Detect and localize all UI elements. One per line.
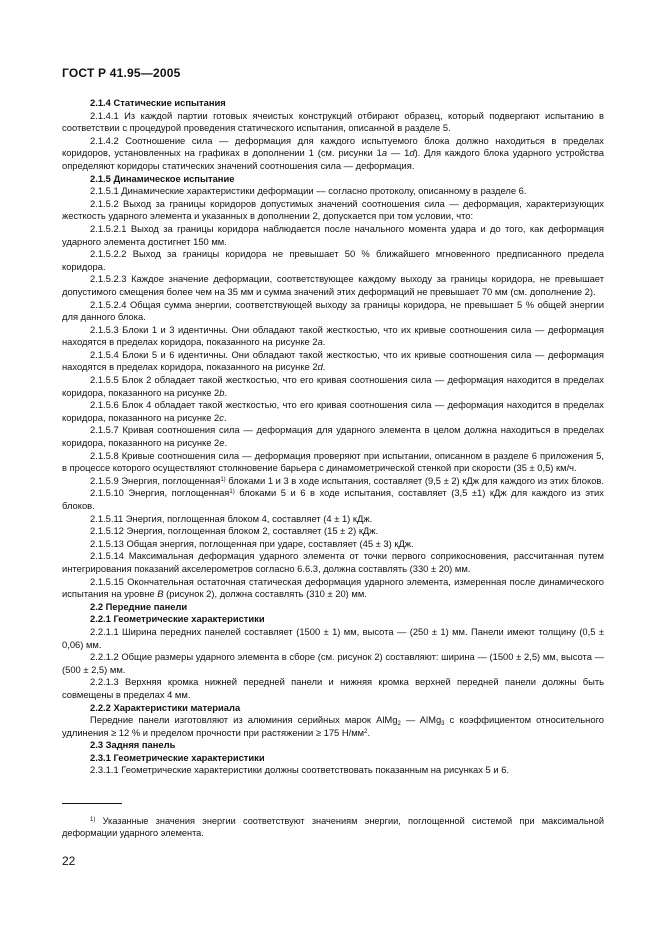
paragraph: 2.1.5.2.4 Общая сумма энергии, соответствующей выходу за границы коридора, не превышает 5 % общей энергии для данного блока.	[62, 298, 604, 323]
page-number: 22	[62, 854, 76, 868]
paragraph: 2.1.5.6 Блок 4 обладает такой жесткостью, что его кривая соотношения сила — деформация находится в пределах коридора, показанного на рисунке 2c.	[62, 399, 604, 423]
paragraph: 2.2.1.1 Ширина передних панелей составляет (1500 ± 1) мм, высота — (250 ± 1) мм. Панели имеют толщину (0,5 ± 0,06) мм.	[62, 625, 604, 650]
section-heading: 2.1.4 Статические испытания	[90, 97, 226, 108]
paragraph: 2.1.4.2 Соотношение сила — деформация для каждого испытуемого блока должно находиться в пределах коридоров, установленных на графиках в дополнении 1 (см. рисунки 1a — 1d). Для каждого блока ударного устройства определяют коридоры статических значений соотношения сила — деформация.	[62, 134, 604, 171]
paragraph: 2.1.5.2 Выход за границы коридоров допустимых значений соотношения сила — деформация, характеризующих жесткость ударного элемента и указанных в дополнении 2, допускается при том условии, что:	[62, 197, 604, 222]
paragraph: 2.1.5.1 Динамические характеристики деформации — согласно протоколу, описанному в разделе 6.	[90, 185, 527, 197]
paragraph: 2.1.4.1 Из каждой партии готовых ячеистых конструкций отбирают образец, который подвергают испытанию в соответствии с процедурой проведения статического испытания, описанной в разделе 5.	[62, 109, 604, 134]
paragraph: 2.2.1.2 Общие размеры ударного элемента в сборе (см. рисунок 2) составляют: ширина — (1500 ± 2,5) мм, высота — (500 ± 2,5) мм.	[62, 651, 604, 675]
paragraph: 2.1.5.11 Энергия, поглощенная блоком 4, составляет (4 ± 1) кДж.	[90, 512, 373, 524]
paragraph: 2.1.5.15 Окончательная остаточная статическая деформация ударного элемента, измеренная после динамического испытания на уровне B (рисунок 2), должна составлять (310 ± 20) мм.	[62, 575, 604, 600]
footnote-divider	[62, 803, 122, 804]
paragraph: 2.2.1.3 Верхняя кромка нижней передней панели и нижняя кромка верхней передней панели должны быть совмещены в пределах 4 мм.	[62, 676, 604, 700]
paragraph: 2.1.5.14 Максимальная деформация ударного элемента от точки первого соприкосновения, рассчитанная путем интегрирования показаний акселерометров согласно 6.6.3, должна составлять (330 ± 20) мм.	[62, 550, 604, 574]
paragraph: 2.1.5.12 Энергия, поглощенная блоком 2, составляет (15 ± 2) кДж.	[90, 525, 379, 537]
document-body	[62, 97, 604, 777]
paragraph: 2.1.5.3 Блоки 1 и 3 идентичны. Они обладают такой жесткостью, что их кривые соотношения сила — деформация находятся в пределах коридора, показанного на рисунке 2a.	[62, 323, 604, 348]
paragraph: 2.3.1.1 Геометрические характеристики должны соответствовать показанным на рисунках 5 и 6.	[90, 764, 510, 776]
paragraph: 2.1.5.13 Общая энергия, поглощенная при ударе, составляет (45 ± 3) кДж.	[90, 537, 414, 549]
section-heading: 2.1.5 Динамическое испытание	[90, 172, 235, 184]
paragraph: 2.1.5.10 Энергия, поглощенная$^{1)}$ блоками 5 и 6 в ходе испытания, составляет (3,5 ±1) кДж для каждого из этих блоков.	[62, 487, 604, 511]
section-heading: 2.2 Передние панели	[90, 600, 188, 612]
footnote-ref: 1)	[229, 489, 235, 496]
paragraph: 2.1.5.4 Блоки 5 и 6 идентичны. Они обладают такой жесткостью, что их кривые соотношения сила — деформация находятся в пределах коридора, показанного на рисунке 2d.	[62, 348, 604, 373]
paragraph: 2.1.5.2.1 Выход за границы коридора наблюдается после начального момента удара и до того, как деформация ударного элемента достигнет 150 мм.	[62, 222, 604, 247]
paragraph: 2.1.5.2.2 Выход за границы коридора не превышает 50 % ближайшего мгновенного предписанного предела коридора.	[62, 248, 604, 272]
footnote-mark: 1)	[90, 817, 96, 823]
paragraph: 2.1.5.5 Блок 2 обладает такой жесткостью, что его кривая соотношения сила — деформация находится в пределах коридора, показанного на рисунке 2b.	[62, 374, 604, 398]
footnote: $^{1)}$ Указанные значения энергии соответствуют значениям энергии, поглощенной системой при максимальной деформации ударного элемента.	[62, 816, 604, 838]
paragraph: 2.1.5.9 Энергия, поглощенная$^{1)}$ блоками 1 и 3 в ходе испытания, составляет (9,5 ± 2) кДж для каждого из этих блоков.	[90, 474, 605, 486]
paragraph: Передние панели изготовляют из алюминия серийных марок AlMg$_2$ — AlMg$_3$ с коэффициентом относительного удлинения ≥ 12 % и пределом прочности при растяжении ≥ 175 $Н/мм^2$.	[62, 714, 604, 738]
document-header: ГОСТ Р 41.95—2005	[62, 66, 181, 80]
section-heading: 2.2.1 Геометрические характеристики	[90, 613, 265, 625]
paragraph: 2.1.5.8 Кривые соотношения сила — деформация проверяют при испытании, описанном в разделе 6 приложения 5, в процессе которого осуществляют столкновение барьера с динамометрической стенкой при скорости (35 ± 0,5) км/ч.	[62, 449, 604, 474]
paragraph: 2.1.5.2.3 Каждое значение деформации, соответствующее каждому выходу за границы коридора, не превышает допустимого смещения более чем на 35 мм и сумма значений этих деформаций не превышает 70 мм (см. дополнение 2).	[62, 273, 604, 297]
section-heading: 2.3 Задняя панель	[90, 739, 176, 751]
paragraph: 2.1.5.7 Кривая соотношения сила — деформация для ударного элемента в целом должна находиться в пределах коридора, показанного на рисунке 2e.	[62, 424, 604, 449]
footnote-ref: 1)	[220, 476, 226, 483]
section-heading: 2.3.1 Геометрические характеристики	[90, 751, 265, 763]
section-heading: 2.2.2 Характеристики материала	[90, 701, 241, 713]
